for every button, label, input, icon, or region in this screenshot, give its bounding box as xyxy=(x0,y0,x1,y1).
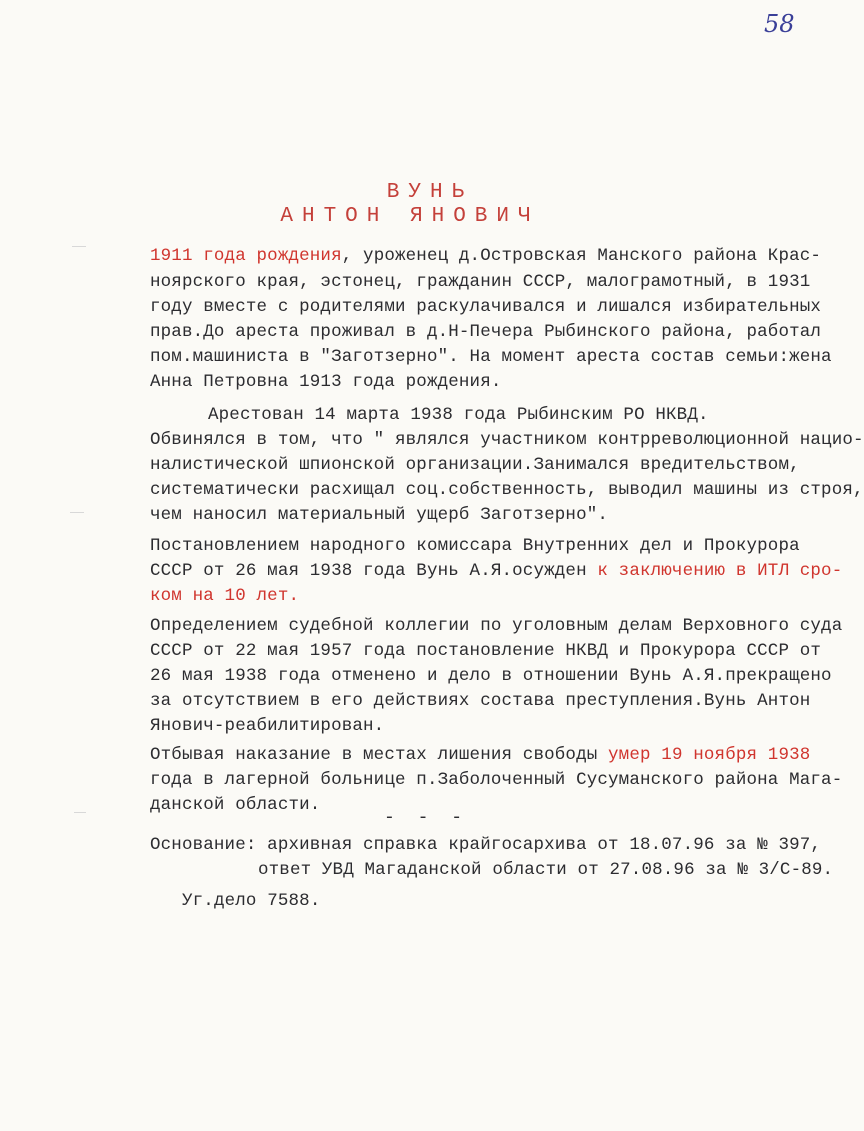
margin-mark xyxy=(74,812,86,813)
basis-line-2: ответ УВД Магаданской области от 27.08.96 за № 3/С-89. xyxy=(258,860,834,880)
heading-name: АНТОН ЯНОВИЧ xyxy=(280,205,540,228)
sentence-line-1: Постановлением народного комиссара Внутренних дел и Прокурора xyxy=(150,536,800,556)
sentence-line-2: СССР от 26 мая 1938 года Вунь А.Я.осужден к заключению в ИТЛ сро- xyxy=(150,561,843,581)
biography-line-4: прав.До ареста проживал в д.Н-Печера Рыбинского района, работал xyxy=(150,322,822,342)
biography-line-6: Анна Петровна 1913 года рождения. xyxy=(150,372,502,392)
sentence-red: к заключению в ИТЛ сро- xyxy=(597,561,843,581)
sentence-line-3: ком на 10 лет. xyxy=(150,586,300,606)
rehab-line-2: СССР от 22 мая 1957 года постановление НКВД и Прокурора СССР от xyxy=(150,641,822,661)
arrest-line-4: систематически расхищал соц.собственность, выводил машины из строя, xyxy=(150,480,864,500)
basis-line-1: Основание: архивная справка крайгосархива от 18.07.96 за № 397, xyxy=(150,835,822,855)
margin-mark xyxy=(70,512,84,513)
margin-mark xyxy=(72,246,86,247)
birth-year-red: 1911 года рождения xyxy=(150,246,342,266)
biography-line-2: ноярского края, эстонец, гражданин СССР, малограмотный, в 1931 xyxy=(150,272,811,292)
arrest-line-1: Арестован 14 марта 1938 года Рыбинским РО НКВД. xyxy=(208,405,709,425)
death-line-1: Отбывая наказание в местах лишения свободы умер 19 ноября 1938 xyxy=(150,745,811,765)
biography-line-5: пом.машиниста в "Заготзерно". На момент ареста состав семьи:жена xyxy=(150,347,832,367)
death-date-red: умер 19 ноября 1938 xyxy=(608,745,811,765)
death-line-3: данской области. xyxy=(150,795,321,815)
rehab-line-3: 26 мая 1938 года отменено и дело в отношении Вунь А.Я.прекращено xyxy=(150,666,832,686)
separator-dashes: - - - xyxy=(384,808,469,828)
rehab-line-4: за отсутствием в его действиях состава преступления.Вунь Антон xyxy=(150,691,811,711)
arrest-line-3: налистической шпионской организации.Занимался вредительством, xyxy=(150,455,800,475)
page-number: 58 xyxy=(764,10,795,38)
biography-line-3: году вместе с родителями раскулачивался и лишался избирательных xyxy=(150,297,822,317)
case-reference: Уг.дело 7588. xyxy=(182,891,321,911)
biography-line-1: 1911 года рождения, уроженец д.Островская Манского района Крас- xyxy=(150,246,822,266)
rehab-line-5: Янович-реабилитирован. xyxy=(150,716,385,736)
heading-surname: ВУНЬ xyxy=(386,181,474,204)
arrest-line-2: Обвинялся в том, что " являлся участником контрреволюционной нацио- xyxy=(150,430,864,450)
arrest-line-5: чем наносил материальный ущерб Заготзерно". xyxy=(150,505,609,525)
rehab-line-1: Определением судебной коллегии по уголовным делам Верховного суда xyxy=(150,616,843,636)
death-line-2: года в лагерной больнице п.Заболоченный Сусуманского района Мага- xyxy=(150,770,843,790)
